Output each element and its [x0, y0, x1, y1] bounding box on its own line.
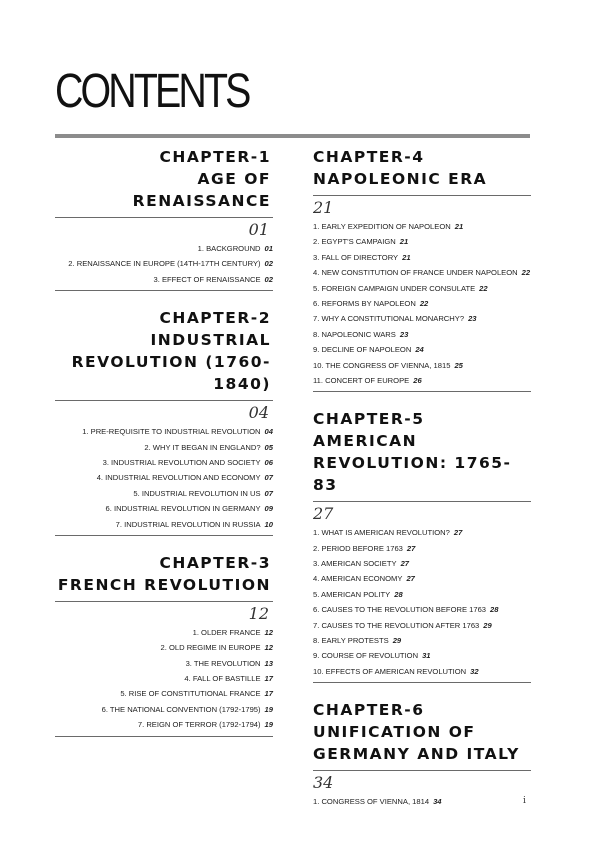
- topic-entry[interactable]: [313, 621, 531, 631]
- chapter-block: [313, 699, 531, 807]
- topic-entry[interactable]: [55, 489, 273, 499]
- topic-page-number: 09: [264, 504, 273, 514]
- topic-entry[interactable]: [55, 458, 273, 468]
- topic-entry[interactable]: [55, 520, 273, 530]
- topic-title: 1. PRE-REQUISITE TO INDUSTRIAL REVOLUTION: [82, 427, 261, 437]
- topic-page-number: 31: [422, 651, 431, 661]
- topic-title: 2. PERIOD BEFORE 1763: [313, 543, 403, 553]
- topic-title: 7. WHY A CONSTITUTIONAL MONARCHY?: [313, 314, 465, 324]
- chapter-start-page: 21: [313, 198, 334, 217]
- title-divider: [55, 134, 530, 138]
- page-title: CONTENTS: [55, 65, 249, 118]
- chapter-start-page: 34: [313, 773, 334, 793]
- topic-page-number: 23: [399, 329, 409, 339]
- topic-entry[interactable]: [55, 643, 273, 653]
- chapter-block: [55, 146, 273, 291]
- chapter-start-page: 01: [248, 220, 269, 239]
- chapter-label[interactable]: CHAPTER-2: [159, 309, 271, 328]
- topic-title: 10. EFFECTS OF AMERICAN REVOLUTION: [313, 666, 467, 676]
- chapter-label[interactable]: CHAPTER-3: [159, 553, 271, 572]
- topic-title: 9. COURSE OF REVOLUTION: [313, 651, 419, 661]
- topic-entry[interactable]: [55, 720, 273, 730]
- topic-title: 4. FALL OF BASTILLE: [184, 674, 261, 684]
- chapter-divider: [55, 601, 273, 602]
- topic-title: 8. NAPOLEONIC WARS: [313, 329, 396, 339]
- section-divider: [313, 682, 531, 683]
- topic-title: 5. AMERICAN POLITY: [313, 589, 391, 599]
- topic-entry[interactable]: [55, 473, 273, 483]
- topic-entry[interactable]: [313, 268, 531, 278]
- right-column: [313, 146, 531, 823]
- topic-page-number: 17: [264, 674, 273, 684]
- topic-list: [55, 427, 273, 529]
- topic-entry[interactable]: [313, 237, 531, 247]
- topic-entry[interactable]: [313, 314, 531, 324]
- topic-entry[interactable]: [55, 244, 273, 254]
- topic-entry[interactable]: [313, 376, 531, 386]
- topic-page-number: 22: [479, 283, 488, 293]
- topic-entry[interactable]: [55, 674, 273, 684]
- topic-entry[interactable]: [313, 797, 531, 807]
- topic-page-number: 04: [264, 427, 273, 437]
- topic-title: 6. CAUSES TO THE REVOLUTION BEFORE 1763: [313, 605, 487, 615]
- topic-page-number: 23: [468, 314, 477, 324]
- topic-entry[interactable]: [313, 222, 531, 232]
- chapter-divider: [313, 770, 531, 771]
- topic-page-number: 21: [399, 237, 409, 247]
- topic-list: [55, 628, 273, 730]
- chapter-title-line[interactable]: INDUSTRIAL: [150, 331, 271, 350]
- topic-title: 3. FALL OF DIRECTORY: [313, 252, 399, 262]
- topic-entry[interactable]: [55, 443, 273, 453]
- topic-title: 1. BACKGROUND: [197, 244, 261, 253]
- topic-title: 6. THE NATIONAL CONVENTION (1792-1795): [101, 704, 261, 714]
- topic-entry[interactable]: [313, 544, 531, 554]
- topic-title: 1. EARLY EXPEDITION OF NAPOLEON: [313, 222, 451, 231]
- topic-page-number: 12: [264, 627, 273, 637]
- topic-entry[interactable]: [55, 259, 273, 269]
- topic-title: 10. THE CONGRESS OF VIENNA, 1815: [313, 360, 451, 370]
- section-divider: [55, 736, 273, 737]
- topic-title: 7. CAUSES TO THE REVOLUTION AFTER 1763: [313, 620, 480, 630]
- topic-entry[interactable]: [313, 361, 531, 371]
- left-column: [55, 146, 273, 753]
- section-divider: [55, 535, 273, 536]
- topic-entry[interactable]: [55, 689, 273, 699]
- chapter-title-line[interactable]: FRENCH REVOLUTION: [57, 575, 271, 594]
- topic-title: 3. THE REVOLUTION: [185, 658, 261, 668]
- topic-page-number: 06: [264, 457, 273, 467]
- topic-page-number: 01: [264, 244, 273, 253]
- section-divider: [55, 290, 273, 291]
- topic-title: 1. WHAT IS AMERICAN REVOLUTION?: [313, 528, 450, 538]
- topic-page-number: 22: [419, 298, 429, 308]
- topic-title: 3. INDUSTRIAL REVOLUTION AND SOCIETY: [102, 457, 261, 467]
- topic-entry[interactable]: [313, 559, 531, 569]
- topic-title: 5. FOREIGN CAMPAIGN UNDER CONSULATE: [313, 283, 476, 293]
- topic-title: 4. INDUSTRIAL REVOLUTION AND ECONOMY: [96, 473, 261, 483]
- topic-title: 1. CONGRESS OF VIENNA, 1814: [313, 797, 430, 807]
- topic-title: 4. AMERICAN ECONOMY: [313, 574, 403, 584]
- topic-page-number: 07: [264, 488, 273, 498]
- topic-entry[interactable]: [313, 667, 531, 677]
- topic-page-number: 29: [392, 636, 402, 646]
- topic-title: 5. INDUSTRIAL REVOLUTION IN US: [133, 488, 261, 498]
- topic-title: 2. WHY IT BEGAN IN ENGLAND?: [144, 442, 261, 452]
- topic-title: 4. NEW CONSTITUTION OF FRANCE UNDER NAPOLEON: [313, 268, 518, 278]
- chapter-block: [313, 408, 531, 683]
- topic-entry[interactable]: [313, 605, 531, 615]
- chapter-title-line[interactable]: 1840): [213, 375, 271, 394]
- topic-entry[interactable]: [313, 330, 531, 340]
- topic-page-number: 27: [406, 574, 415, 584]
- topic-title: 6. REFORMS BY NAPOLEON: [313, 298, 416, 308]
- chapter-title-line[interactable]: NAPOLEONIC ERA: [313, 170, 488, 188]
- topic-title: 11. CONCERT OF EUROPE: [313, 375, 410, 385]
- topic-page-number: 27: [453, 528, 463, 538]
- topic-title: 5. RISE OF CONSTITUTIONAL FRANCE: [120, 689, 261, 699]
- topic-list: [313, 797, 531, 807]
- topic-page-number: 12: [264, 643, 273, 653]
- topic-page-number: 02: [264, 259, 273, 269]
- chapter-title-line[interactable]: RENAISSANCE: [132, 192, 271, 210]
- topic-page-number: 13: [264, 658, 273, 668]
- topic-entry[interactable]: [313, 299, 531, 309]
- chapter-label[interactable]: CHAPTER-4: [313, 148, 425, 166]
- topic-entry[interactable]: [55, 659, 273, 669]
- topic-page-number: 25: [454, 360, 463, 370]
- chapter-block: [313, 146, 531, 392]
- topic-page-number: 26: [413, 375, 422, 385]
- chapter-divider: [313, 195, 531, 196]
- topic-entry[interactable]: [313, 636, 531, 646]
- topic-page-number: 32: [470, 666, 479, 676]
- topic-entry[interactable]: [55, 628, 273, 638]
- page-number: i: [523, 796, 526, 806]
- topic-title: 6. INDUSTRIAL REVOLUTION IN GERMANY: [105, 504, 261, 514]
- topic-title: 2. OLD REGIME IN EUROPE: [160, 643, 261, 653]
- section-divider: [313, 391, 531, 392]
- chapter-block: [55, 552, 273, 737]
- topic-page-number: 10: [264, 519, 273, 529]
- topic-page-number: 28: [490, 605, 499, 615]
- topic-page-number: 07: [264, 473, 273, 483]
- topic-title: 2. RENAISSANCE IN EUROPE (14TH-17TH CENTURY): [68, 259, 261, 269]
- topic-title: 1. OLDER FRANCE: [192, 627, 261, 637]
- chapter-title-line[interactable]: REVOLUTION: 1765-83: [313, 454, 512, 495]
- topic-list: [313, 222, 531, 386]
- topic-entry[interactable]: [313, 253, 531, 263]
- topic-page-number: 29: [483, 620, 492, 630]
- topic-page-number: 21: [402, 252, 411, 262]
- topic-entry[interactable]: [55, 504, 273, 514]
- topic-entry[interactable]: [313, 574, 531, 584]
- chapter-label[interactable]: CHAPTER-1: [159, 148, 271, 166]
- topic-title: 9. DECLINE OF NAPOLEON: [313, 345, 412, 355]
- topic-entry[interactable]: [313, 528, 531, 538]
- chapter-title-line[interactable]: GERMANY AND ITALY: [313, 745, 520, 764]
- topic-entry[interactable]: [313, 651, 531, 661]
- chapter-start-page: 27: [313, 504, 334, 524]
- topic-title: 2. EGYPT'S CAMPAIGN: [313, 237, 396, 247]
- topic-page-number: 24: [415, 345, 424, 355]
- topic-title: 3. EFFECT OF RENAISSANCE: [153, 274, 261, 284]
- topic-entry[interactable]: [313, 284, 531, 294]
- topic-entry[interactable]: [55, 275, 273, 285]
- chapter-label[interactable]: CHAPTER-5: [313, 410, 425, 429]
- topic-page-number: 27: [406, 543, 416, 553]
- chapter-title-line[interactable]: REVOLUTION (1760-: [71, 353, 271, 372]
- chapter-start-page: 04: [248, 403, 269, 423]
- topic-page-number: 19: [264, 704, 273, 714]
- chapter-title-line[interactable]: UNIFICATION OF: [313, 723, 476, 742]
- chapter-divider: [55, 400, 273, 401]
- chapter-divider: [313, 501, 531, 502]
- topic-page-number: 21: [454, 222, 464, 231]
- chapter-title-line[interactable]: AGE OF: [197, 170, 271, 188]
- chapter-divider: [55, 217, 273, 218]
- topic-list: [313, 528, 531, 677]
- topic-title: 8. EARLY PROTESTS: [313, 636, 389, 646]
- topic-title: 7. REIGN OF TERROR (1792-1794): [137, 720, 261, 730]
- topic-page-number: 05: [264, 442, 273, 452]
- topic-title: 3. AMERICAN SOCIETY: [313, 559, 397, 569]
- chapter-title-line[interactable]: AMERICAN: [313, 432, 418, 451]
- chapter-start-page: 12: [248, 603, 269, 623]
- topic-entry[interactable]: [313, 590, 531, 600]
- chapter-label[interactable]: CHAPTER-6: [313, 701, 425, 720]
- topic-page-number: 19: [264, 720, 273, 730]
- chapter-block: [55, 307, 273, 536]
- topic-page-number: 28: [394, 589, 403, 599]
- topic-page-number: 34: [433, 797, 442, 807]
- topic-page-number: 27: [400, 559, 410, 569]
- topic-page-number: 17: [264, 689, 273, 699]
- topic-entry[interactable]: [55, 427, 273, 437]
- topic-page-number: 02: [264, 274, 273, 284]
- topic-title: 7. INDUSTRIAL REVOLUTION IN RUSSIA: [115, 519, 261, 529]
- topic-list: [55, 244, 273, 285]
- topic-page-number: 22: [521, 268, 531, 278]
- topic-entry[interactable]: [313, 345, 531, 355]
- topic-entry[interactable]: [55, 705, 273, 715]
